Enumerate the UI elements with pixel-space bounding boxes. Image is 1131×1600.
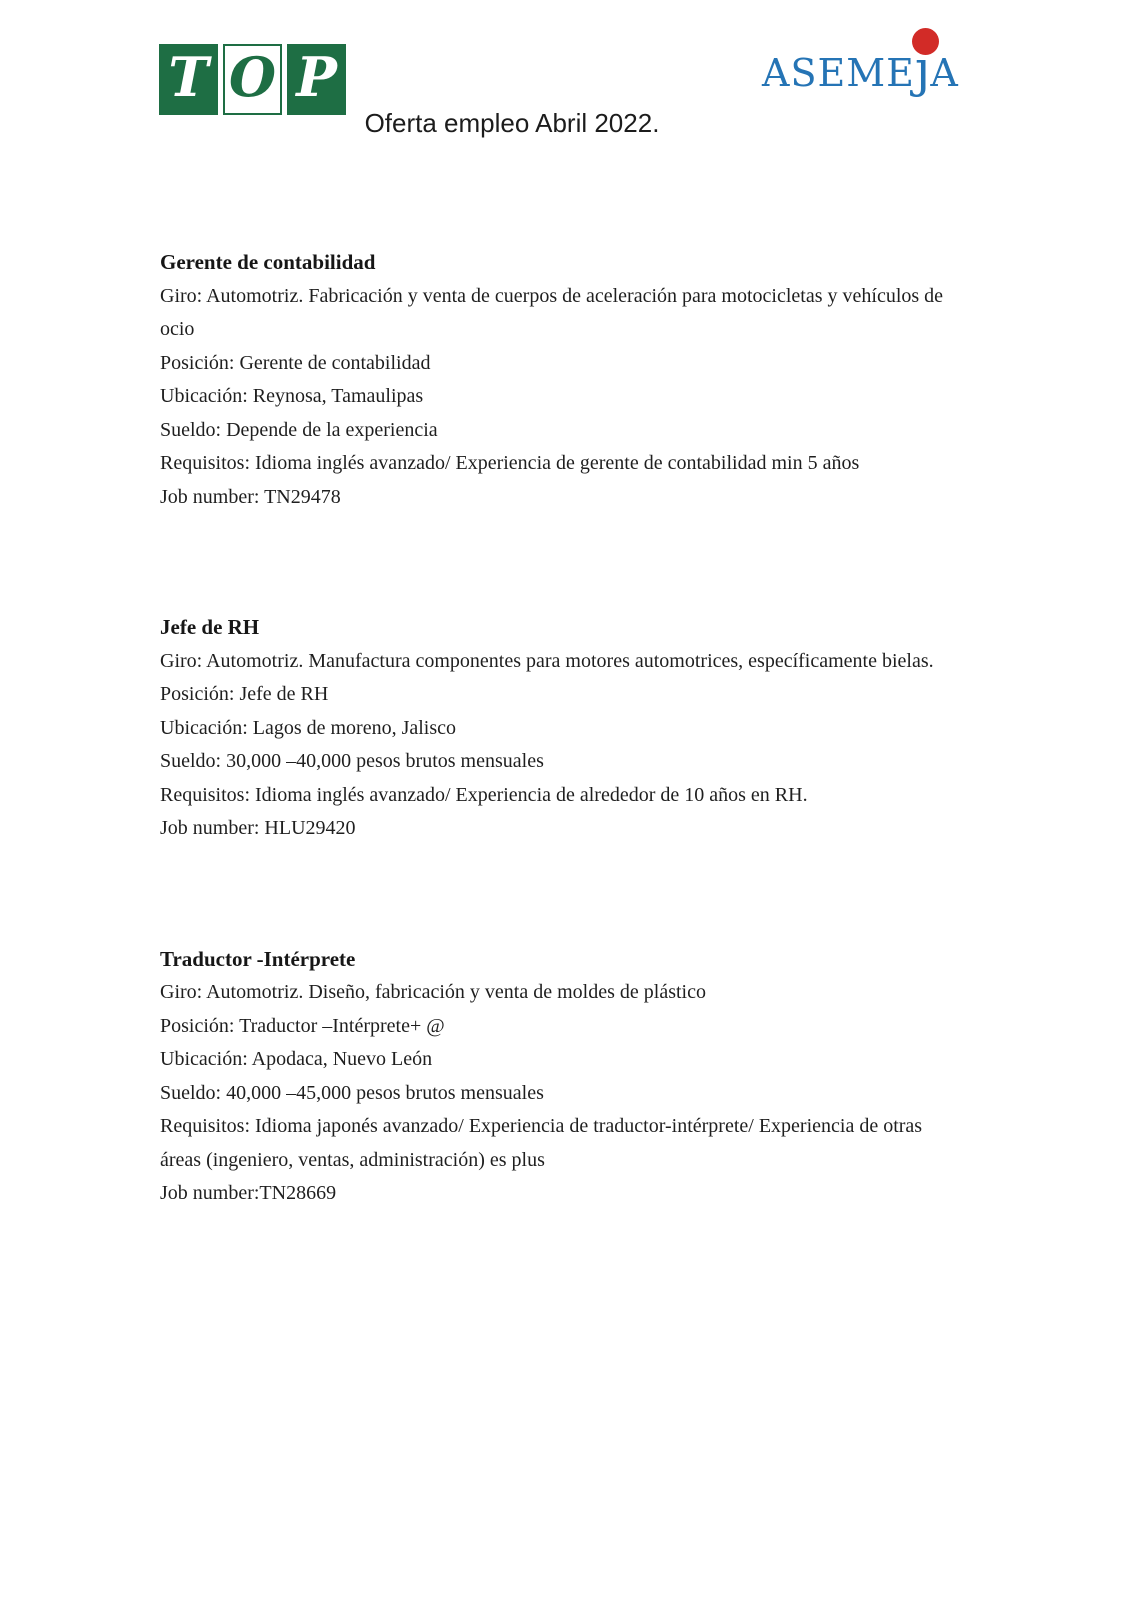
asemeja-letter-j: ȷ [914,40,931,98]
job-listings [160,246,960,1308]
job-listing-traductor-interprete [160,943,960,1211]
job-line-posicion: Posición: Jefe de RH [160,683,329,705]
job-line-sueldo: Sueldo: 40,000 –45,000 pesos brutos mensuales [160,1081,544,1104]
job-line-giro: Giro: Automotriz. Diseño, fabricación y venta de moldes de plástico [160,981,706,1003]
asemeja-text-pre: ASEME [762,51,915,95]
asemeja-text-post: A [930,51,959,95]
job-line-requisitos: Requisitos: Idioma japonés avanzado/ Experiencia de traductor-intérprete/ Experiencia de otras áreas (ingeniero, ventas, administración) es plus [160,1115,923,1171]
job-line-posicion: Posición: Gerente de contabilidad [160,351,431,374]
job-line-giro: Giro: Automotriz. Manufactura componentes para motores automotrices, específicamente bielas. [160,649,934,672]
top-logo-letter-p: P [296,44,337,109]
top-logo [159,44,346,115]
job-line-job-number: Job number: TN29478 [160,485,341,508]
job-line-job-number: Job number:TN28669 [160,1182,337,1204]
job-line-job-number: Job number: HLU29420 [160,817,356,839]
asemeja-logo-text [762,40,959,98]
top-logo-tile-p [287,44,346,115]
asemeja-logo [762,28,972,112]
top-logo-letter-o: O [228,44,277,109]
page-title: Oferta empleo Abril 2022. [364,108,660,138]
top-logo-letter-t: T [168,44,209,109]
job-line-requisitos: Requisitos: Idioma inglés avanzado/ Experiencia de alrededor de 10 años en RH. [160,783,808,806]
job-line-posicion: Posición: Traductor –Intérprete+ @ [160,1014,445,1037]
job-line-giro: Giro: Automotriz. Fabricación y venta de cuerpos de aceleración para motocicletas y vehículos de ocio [160,284,944,340]
job-line-ubicacion: Ubicación: Reynosa, Tamaulipas [160,385,424,407]
job-line-ubicacion: Ubicación: Lagos de moreno, Jalisco [160,716,457,739]
top-logo-tile-t [159,44,218,115]
job-listing-gerente-contabilidad [160,246,960,514]
job-line-sueldo: Sueldo: Depende de la experiencia [160,418,438,441]
job-heading: Jefe de RH [160,615,260,639]
job-listing-jefe-rh [160,611,960,846]
top-logo-tile-o [223,44,282,115]
job-line-requisitos: Requisitos: Idioma inglés avanzado/ Experiencia de gerente de contabilidad min 5 años [160,452,860,474]
job-line-ubicacion: Ubicación: Apodaca, Nuevo León [160,1048,433,1070]
job-heading: Gerente de contabilidad [160,250,376,274]
job-line-sueldo: Sueldo: 30,000 –40,000 pesos brutos mensuales [160,750,544,772]
job-heading: Traductor -Intérprete [160,946,356,971]
